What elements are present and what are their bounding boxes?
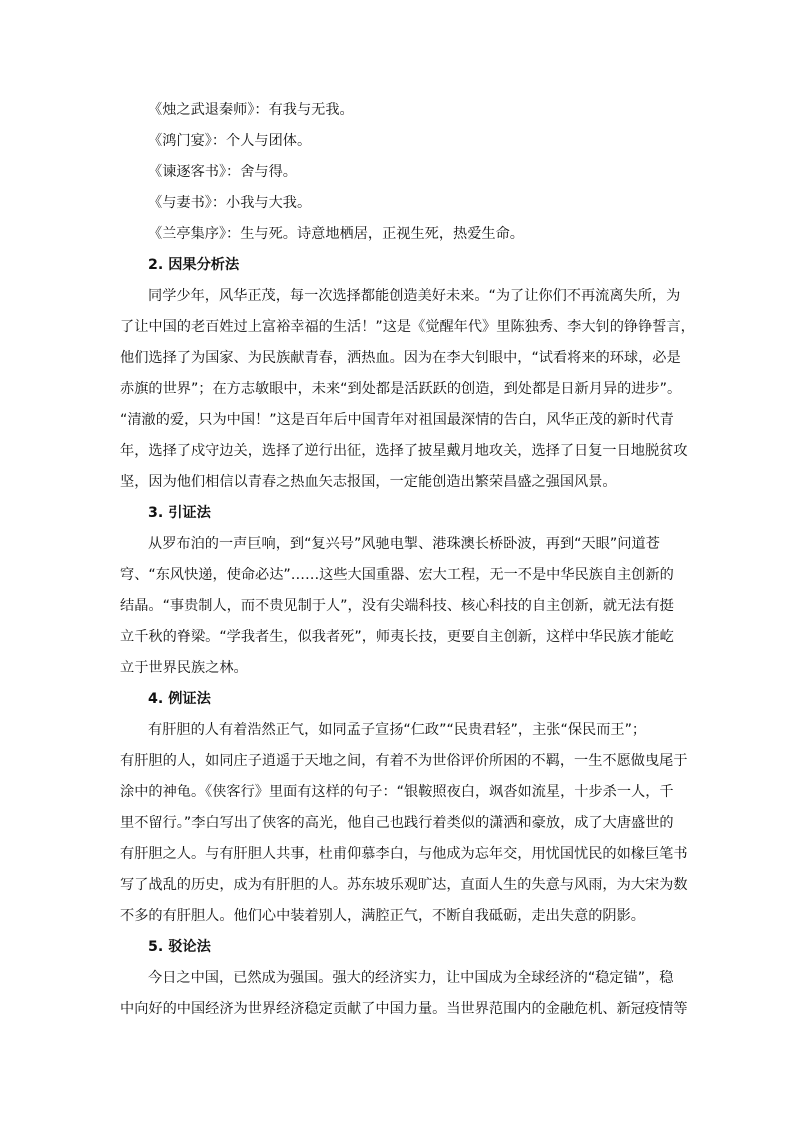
paragraph-line: 有肝胆的人有着浩然正气，如同孟子宣扬“仁政”“民贵君轻”，主张“保民而王”； [148, 722, 647, 738]
section-heading: 4. 例证法 [148, 691, 211, 707]
paragraph-line: 穹、“东风快递，使命必达”……这些大国重器、宏大工程，无一不是中华民族自主创新的 [120, 567, 674, 583]
paragraph-line: 今日之中国，已然成为强国。强大的经济实力，让中国成为全球经济的“稳定锚”，稳 [148, 970, 674, 986]
paragraph-line: 年，选择了戍守边关，选择了逆行出征，选择了披星戴月地攻关，选择了日复一日地脱贫攻 [120, 443, 688, 459]
paragraph-line: 立于世界民族之林。 [120, 660, 248, 676]
paragraph-line: 了让中国的老百姓过上富裕幸福的生活！”这是《觉醒年代》里陈独秀、李大钊的铮铮誓言， [120, 319, 695, 335]
paragraph-line: 写了战乱的历史，成为有肝胆的人。苏东坡乐观旷达，直面人生的失意与风雨，为大宋为数 [120, 877, 688, 893]
paragraph-line: 中向好的中国经济为世界经济稳定贡献了中国力量。当世界范围内的金融危机、新冠疫情等 [120, 1001, 688, 1017]
intro-line: 《谏逐客书》：舍与得。 [148, 164, 297, 180]
paragraph-line: 从罗布泊的一声巨响，到“复兴号”风驰电掣、港珠澳长桥卧波，再到“天眼”问道苍 [148, 536, 660, 552]
paragraph-line: 里不留行。”李白写出了侠客的高光，他自己也践行着类似的潇洒和豪放，成了大唐盛世的 [120, 815, 674, 831]
intro-line: 《烛之武退秦师》：有我与无我。 [148, 102, 354, 118]
section-heading: 5. 驳论法 [148, 939, 211, 955]
paragraph-line: 有肝胆的人，如同庄子逍遥于天地之间，有着不为世俗评价所困的不羁，一生不愿做曳尾于 [120, 753, 688, 769]
paragraph-line: 同学少年，风华正茂，每一次选择都能创造美好未来。“为了让你们不再流离失所，为 [148, 288, 681, 304]
paragraph-line: 他们选择了为国家、为民族献青春，洒热血。因为在李大钊眼中，“试看将来的环球，必是 [120, 350, 681, 366]
intro-line: 《兰亭集序》：生与死。诗意地栖居，正视生死，热爱生命。 [148, 226, 524, 242]
paragraph-line: 立千秋的脊梁。“学我者生，似我者死”，师夷长技，更要自主创新，这样中华民族才能屹 [120, 629, 674, 645]
section-heading: 2. 因果分析法 [148, 257, 240, 273]
paragraph-line: “清澈的爱，只为中国！”这是百年后中国青年对祖国最深情的告白，风华正茂的新时代青 [120, 412, 674, 428]
paragraph-line: 赤旗的世界”；在方志敏眼中，未来“到处都是活跃跃的创造，到处都是日新月异的进步”。 [120, 381, 682, 397]
paragraph-line: 涂中的神龟。《侠客行》里面有这样的句子：“银鞍照夜白，飒沓如流星，十步杀一人，千 [120, 784, 674, 800]
document-body [120, 95, 695, 1025]
paragraph-line: 坚，因为他们相信以青春之热血矢志报国，一定能创造出繁荣昌盛之强国风景。 [120, 474, 617, 490]
intro-line: 《与妻书》：小我与大我。 [148, 195, 312, 211]
paragraph-line: 有肝胆之人。与有肝胆人共事，杜甫仰慕李白，与他成为忘年交，用忧国忧民的如椽巨笔书 [120, 846, 688, 862]
paragraph-line: 不多的有肝胆人。他们心中装着别人，满腔正气，不断自我砥砺，走出失意的阴影。 [120, 908, 645, 924]
section-heading: 3. 引证法 [148, 505, 211, 521]
paragraph-line: 结晶。“事贵制人，而不贵见制于人”，没有尖端科技、核心科技的自主创新，就无法有挺 [120, 598, 674, 614]
intro-line: 《鸿门宴》：个人与团体。 [148, 133, 312, 149]
